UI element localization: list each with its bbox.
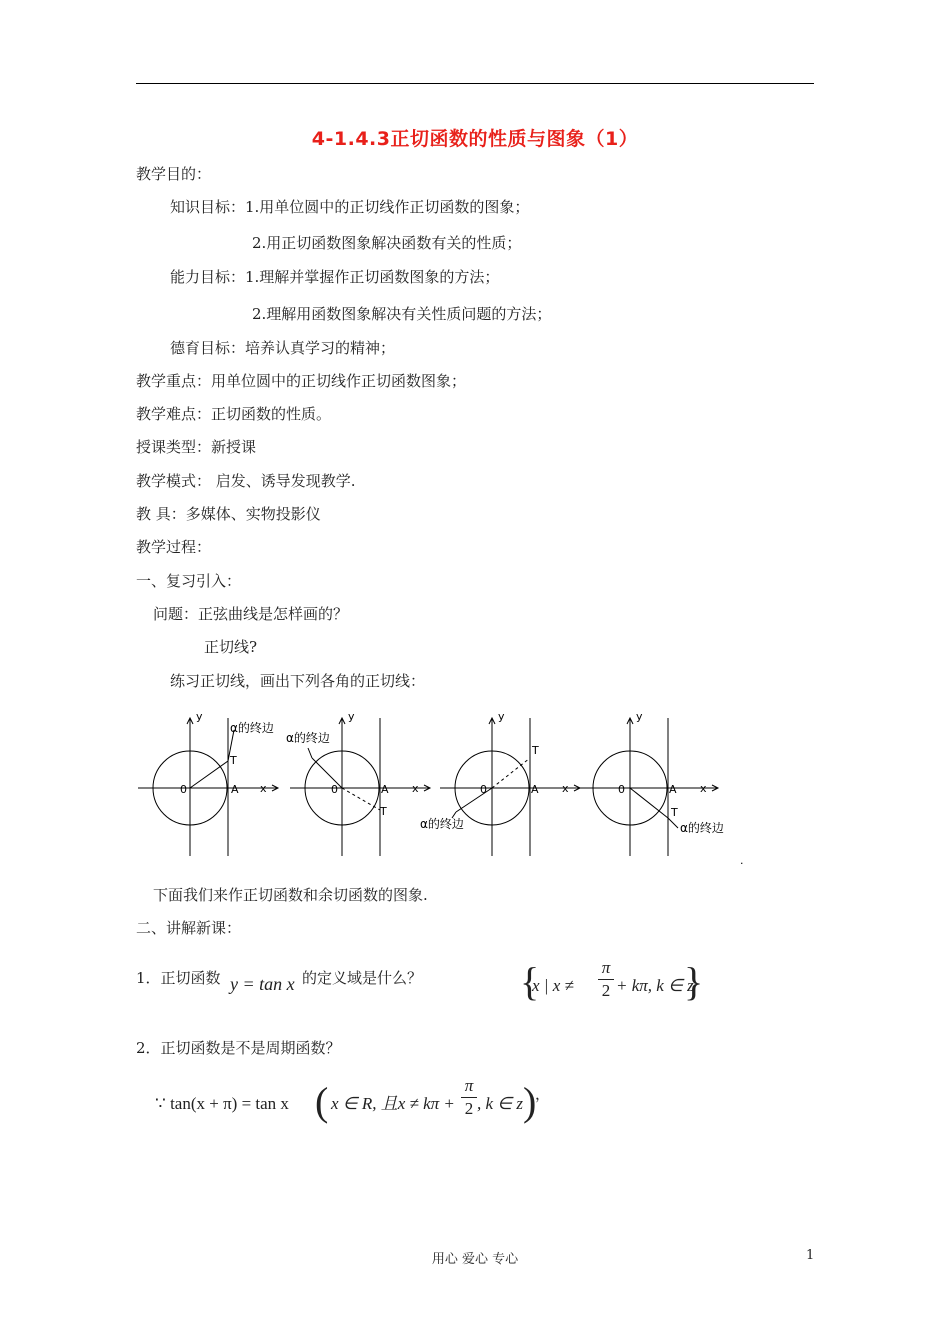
teaching-mode: 教学模式： 启发、诱导发现教学. xyxy=(136,472,356,490)
periodicity-formula: ∵ tan(x + π) = tan x ( x ∈ R, 且x ≠ kπ + π 2 , k ∈ z ) ， xyxy=(155,1076,551,1124)
x-label: x xyxy=(260,782,267,795)
domain-fraction xyxy=(598,958,614,1001)
fraction-denominator: 2 xyxy=(464,1099,474,1118)
periodicity-fraction xyxy=(461,1076,477,1119)
question-1-label: 1．正切函数 xyxy=(136,969,221,987)
periodicity-condition-right: , k ∈ z xyxy=(477,1094,523,1113)
difficulty: 教学难点：正切函数的性质。 xyxy=(136,405,332,423)
point-a-label: A xyxy=(231,783,239,796)
point-t-label: T xyxy=(532,744,539,757)
origin-label: 0 xyxy=(331,783,338,796)
terminal-side-label: α的终边 xyxy=(230,721,274,735)
point-a-label: A xyxy=(381,783,389,796)
page-title: 4-1.4.3正切函数的性质与图象（1） xyxy=(311,128,639,150)
point-t-label: T xyxy=(380,805,387,818)
tan-function: y = tan x xyxy=(230,974,295,994)
figure-4 xyxy=(578,718,718,856)
origin-label: 0 xyxy=(180,783,187,796)
objectives-heading: 教学目的： xyxy=(136,165,212,183)
question-1-tail: 的定义域是什么？ xyxy=(302,969,423,987)
moral-goal: 德育目标：培养认真学习的精神； xyxy=(170,339,396,357)
point-t-label: T xyxy=(671,806,678,819)
header-rule xyxy=(136,83,814,84)
domain-set: { x | x ≠ π 2 + kπ, k ∈ z } xyxy=(520,958,704,1004)
y-label: y xyxy=(498,710,505,723)
periodicity-comma: ， xyxy=(535,1085,551,1103)
terminal-side-label: α的终边 xyxy=(286,731,330,745)
after-figure-line: 下面我们来作正切函数和余切函数的图象. xyxy=(153,886,428,904)
knowledge-goal-1: 知识目标：1.用单位圆中的正切线作正切函数的图象； xyxy=(170,198,530,216)
terminal-side-label: α的终边 xyxy=(420,817,464,831)
domain-set-right: + kπ, k ∈ z xyxy=(616,976,694,995)
terminal-side-label: α的终边 xyxy=(680,821,724,835)
key-point: 教学重点：用单位圆中的正切线作正切函数图象； xyxy=(136,372,467,390)
fraction-denominator: 2 xyxy=(601,981,611,1000)
ability-goal-2: 2.理解用函数图象解决有关性质问题的方法； xyxy=(252,305,552,323)
point-a-label: A xyxy=(669,783,677,796)
tangent-line-question: 正切线? xyxy=(204,638,258,656)
question-line: 问题：正弦曲线是怎样画的？ xyxy=(153,605,349,623)
y-label: y xyxy=(348,710,355,723)
ability-goal-1: 能力目标：1.理解并掌握作正切函数图象的方法； xyxy=(170,268,500,286)
origin-label: 0 xyxy=(618,783,625,796)
question-2-label: 2．正切函数是不是周期函数？ xyxy=(136,1039,341,1057)
figure-3 xyxy=(440,718,580,856)
page-number: 1 xyxy=(806,1248,815,1263)
review-heading: 一、复习引入： xyxy=(136,572,242,590)
periodicity-condition-left: x ∈ R, 且x ≠ kπ + xyxy=(331,1094,455,1113)
tangent-line-figures xyxy=(130,702,760,872)
knowledge-goal-2: 2.用正切函数图象解决函数有关的性质； xyxy=(252,234,522,252)
point-a-label: A xyxy=(531,783,539,796)
fraction-numerator: π xyxy=(464,1076,474,1095)
trailing-dot: . xyxy=(740,854,744,867)
fraction-numerator: π xyxy=(601,958,611,977)
periodicity-because: ∵ tan(x + π) = tan x xyxy=(155,1094,289,1113)
practice-line: 练习正切线，画出下列各角的正切线： xyxy=(170,672,426,690)
figure-1 xyxy=(138,718,278,856)
domain-set-left: x | x ≠ xyxy=(532,976,574,995)
page-footer: 用心 爱心 专心 xyxy=(431,1252,519,1267)
y-label: y xyxy=(636,710,643,723)
x-label: x xyxy=(562,782,569,795)
teaching-tools: 教 具：多媒体、实物投影仪 xyxy=(136,505,321,523)
new-lesson-heading: 二、讲解新课： xyxy=(136,919,242,937)
x-label: x xyxy=(412,782,419,795)
lesson-type: 授课类型：新授课 xyxy=(136,438,257,456)
point-t-label: T xyxy=(230,754,237,767)
origin-label: 0 xyxy=(480,783,487,796)
process-heading: 教学过程： xyxy=(136,538,212,556)
y-label: y xyxy=(196,710,203,723)
x-label: x xyxy=(700,782,707,795)
